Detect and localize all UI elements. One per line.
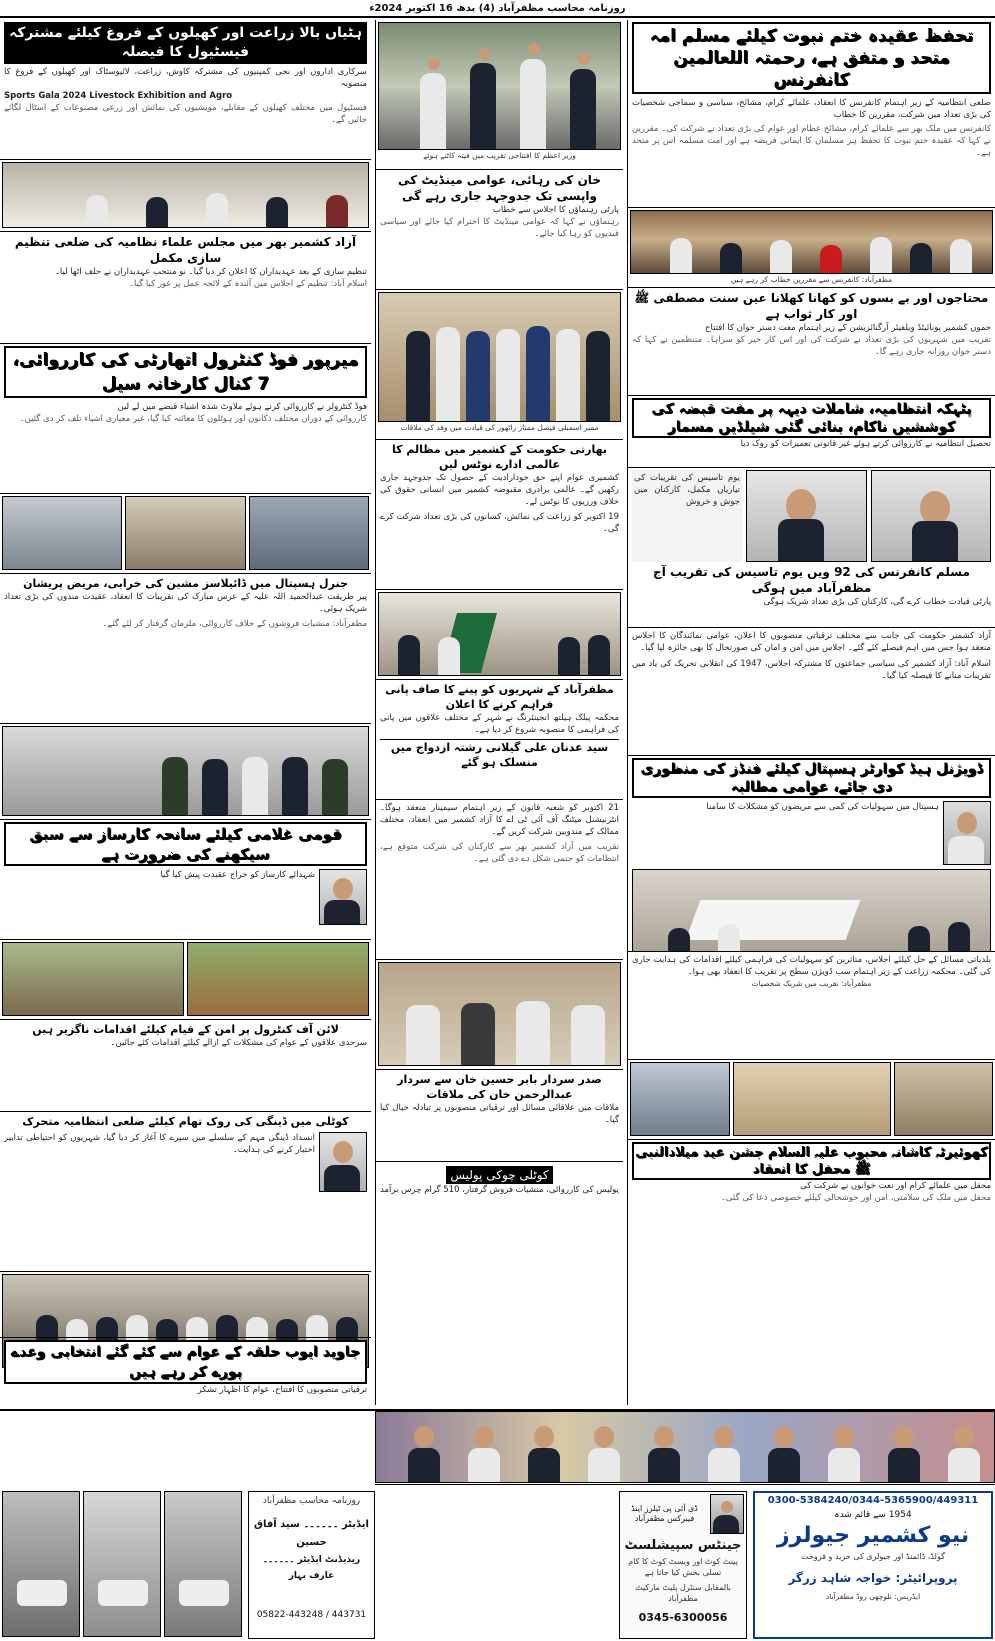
story-body: تحصیل انتظامیہ نے کارروائی کرتے ہوئے غیر قانونی تعمیرات کو روک دیا xyxy=(740,439,991,449)
story-javed-ayub xyxy=(0,1337,371,1409)
photo-arrest xyxy=(0,724,371,820)
portrait-photo xyxy=(319,1132,367,1192)
photo-meeting xyxy=(376,590,623,680)
editor-name: ایڈیٹر ۔۔۔۔۔۔ سید آفاق حسین xyxy=(254,1519,369,1548)
story-body: ہسپتال میں سہولیات کی کمی سے مریضوں کو مشکلات کا سامنا xyxy=(706,802,939,812)
photo-dua xyxy=(376,960,623,1070)
meeting-photo xyxy=(378,592,621,676)
headline: بھارتی حکومت کے کشمیر میں مظالم کا عالمی ادارے نوٹس لیں xyxy=(391,443,608,471)
story-ulema: آزاد کشمیر بھر میں مجلس علماء نظامیہ کی ضلعی تنظیم سازی مکمل تنظیم سازی کے بعد عہدیداران کا اعلان کر دیا گیا۔ نو منتخب عہدیداران نے حلف اٹھا لیا۔ اسلام آباد: تنظیم کے اجلاس میں آئندہ کے لائحہ عمل پر غور کیا گیا۔ xyxy=(0,232,371,344)
column-center xyxy=(375,20,623,1405)
resident-editor: ریذیڈنٹ ایڈیٹر ۔۔۔۔۔۔ عارف بہار xyxy=(262,1555,361,1581)
ad-tailors: ڈی آئی پی ٹیلرز اینڈ فیبرکس مظفرآباد جینٹس سپیشلسٹ پینٹ کوٹ اور ویسٹ کوٹ کا کام تسلی بخش کیا جاتا ہے بالمقابل سنٹرل پلیٹ مارکیٹ مظفرآباد 0345-6300056 xyxy=(619,1491,747,1639)
ribbon-cutting-photo xyxy=(378,22,621,150)
story-festival: ہٹیاں بالا زراعت اور کھیلوں کے فروغ کیلئے مشترکہ فیسٹیول کا فیصلہ سرکاری اداروں اور نجی کمپنیوں کی مشترکہ کاوش، زراعت، لائیوسٹاک اور کھیلوں کے فروغ کا منصوبہ Sports Gala 2024 Livestock Exhibition and Agro فیسٹیول میں مختلف کھیلوں کے مقابلے، مویشیوں کی نمائش اور زرعی مصنوعات کے اسٹال لگائے جائیں گے۔ xyxy=(0,20,371,160)
headline: صدر سردار بابر حسین خان سے سردار عبدالرحمن خان کی ملاقات xyxy=(397,1073,602,1101)
ad-title: جینٹس سپیشلسٹ xyxy=(624,1538,742,1553)
headline: محتاجوں اور بے بسوں کو کھانا کھلانا عین سنت مصطفی ﷺ اور کار ثواب ہے xyxy=(634,291,989,321)
photo-site xyxy=(0,940,371,1020)
headline: سید عدنان علی گیلانی رشتہ ازدواج میں منسلک ہو گئے xyxy=(380,739,619,770)
headline: ڈویژنل ہیڈ کوارٹر ہسپتال کیلئے فنڈز کی منظوری دی جائے، عوامی مطالبہ xyxy=(632,758,991,798)
photo-delegation xyxy=(376,290,623,440)
portrait-photo xyxy=(871,470,992,562)
story-milad: کھوئیرٹہ کاشانہ محبوب علیہ السلام جشن عید میلادالنبی ﷺ محفل کا انعقاد محفل میں علمائے کرام اور نعت خوانوں نے شرکت کی محفل میں ملک کی سلامتی، امن اور خوشحالی کیلئے خصوصی دعا کی گئی۔ xyxy=(628,1140,995,1258)
story-body: فوڈ کنٹرولر نے کارروائی کرتے ہوئے ملاوٹ شدہ اشیاء قبضے میں لے لیں xyxy=(117,402,367,412)
photo-caption: مظفرآباد: کانفرنس سے مقررین خطاب کر رہے ہیں xyxy=(730,275,893,284)
story-body: پارٹی قیادت خطاب کرے گی، کارکنان کی بڑی تعداد شریک ہوگی xyxy=(763,597,991,607)
story-misc-center: 21 اکتوبر کو شعبہ قانون کے زیر اہتمام سیمینار منعقد ہوگا۔ انٹرنیشنل میٹنگ آف آئی ٹی اے کا آزاد کشمیر میں انعقاد، مختلف ممالک کے مندوبین شرکت کریں گے۔ تقریب میں آزاد کشمیر بھر سے کارکنان کی شرکت متوقع ہے، انتظامات کو حتمی شکل دے دی گئی ہے۔ xyxy=(376,800,623,960)
arrest-photo xyxy=(2,726,369,816)
photo-inspection xyxy=(0,494,371,574)
headline: جاوید ایوب حلقہ کے عوام سے کئے گئے انتخابی وعدے پورے کر رہے ہیں xyxy=(4,1340,367,1384)
headline: مظفرآباد کے شہریوں کو پینے کا صاف پانی فراہم کرنے کا اعلان xyxy=(385,683,614,711)
headline: خان کی رہائی، عوامی مینڈیٹ کی واپسی تک جدوجہد جاری رہے گی xyxy=(398,173,601,203)
headline: لائن آف کنٹرول پر امن کے قیام کیلئے اقدامات ناگزیر ہیں xyxy=(32,1023,339,1036)
photo-caption: وزیر اعظم کا افتتاحی تقریب میں فیتہ کاٹتے ہوئے xyxy=(423,151,576,160)
story-khan-release: خان کی رہائی، عوامی مینڈیٹ کی واپسی تک جدوجہد جاری رہے گی پارٹی رہنماؤں کا اجلاس سے خطاب رہنماؤں نے کہا کہ عوامی مینڈیٹ کا احترام کیا جائے اور سیاسی قیدیوں کو رہا کیا جائے۔ xyxy=(376,170,623,290)
headline: میرپور فوڈ کنٹرول اتھارٹی کی کارروائی، 7 کنال کارخانہ سیل xyxy=(4,346,367,398)
delegation-photo xyxy=(378,292,621,422)
story-khatm-nabuwat: تحفظ عقیدہ ختم نبوت کیلئے مسلم امہ متحد و متفق ہے، رحمتہ اللعالمین کانفرنس ضلعی انتظامیہ کے زیر اہتمام کانفرنس کا انعقاد، علمائے کرام، مشائخ، سیاسی و سماجی شخصیات کی بڑی تعداد میں شرکت، مقررین کا خطاب کانفرنس میں ملک بھر سے علمائے کرام، مشائخ عظام اور عوام کی بڑی تعداد نے شرکت کی۔ مقررین نے کہا کہ عقیدہ ختم نبوت کا تحفظ ہر مسلمان کا ایمانی فریضہ ہے اور امت مسلمہ اس پر متحد ہے۔ xyxy=(628,20,995,208)
ad-phone: 0345-6300056 xyxy=(638,1611,728,1624)
photo-vehicles xyxy=(2,1491,242,1639)
masthead: روزنامہ محاسب مظفرآباد (4) بدھ 16 اکتوبر 2024ء xyxy=(0,0,995,18)
photo-ribbon-cutting xyxy=(376,20,623,170)
ad-owner: پروپرائیٹر: خواجہ شاہد زرگر xyxy=(788,1571,958,1585)
ad-established: 1954 سے قائم شدہ xyxy=(834,1510,912,1520)
photo-caption: مظفرآباد: تقریب میں شریک شخصیات xyxy=(751,979,872,988)
meeting-photo xyxy=(632,869,991,952)
headline: قومی غلامی کیلئے سانحہ کارساز سے سبق سیکھنے کی ضرورت ہے xyxy=(4,822,367,866)
story-body: جموں کشمیر یونائیٹڈ ویلفیئر آرگنائزیشن کے زیر اہتمام مفت دستر خوان کا افتتاح xyxy=(705,323,991,333)
editor-phone: 05822-443248 / 443731 xyxy=(256,1610,367,1620)
ad-jewellers: 0300-5384240/0344-5365900/449311 1954 سے قائم شدہ نیو کشمیر جیولرز گولڈ، ڈائمنڈ اور جیولری کی خرید و فروخت پروپرائیٹر: خواجہ شاہد زرگر ایڈریس: نلوچھی روڈ مظفرآباد xyxy=(753,1491,993,1639)
headline: تحفظ عقیدہ ختم نبوت کیلئے مسلم امہ متحد و متفق ہے، رحمتہ اللعالمین کانفرنس xyxy=(632,22,991,94)
story-body: ضلعی انتظامیہ کے زیر اہتمام کانفرنس کا انعقاد، علمائے کرام، مشائخ، سیاسی و سماجی شخصیات کی بڑی تعداد میں شرکت، مقررین کا خطاب xyxy=(632,98,991,120)
headline: جنرل ہسپتال میں ڈائیلاسز مشین کی خرابی، مریض پریشان xyxy=(23,577,348,590)
story-food-authority: میرپور فوڈ کنٹرول اتھارٹی کی کارروائی، 7 کنال کارخانہ سیل فوڈ کنٹرولر نے کارروائی کرتے ہوئے ملاوٹ شدہ اشیاء قبضے میں لے لیں کارروائی کے دوران مختلف دکانوں اور ہوٹلوں کا معائنہ کیا گیا، غیر معیاری اشیاء تلف کر دی گئیں۔ xyxy=(0,344,371,494)
story-hospital xyxy=(628,756,995,952)
story-muslim-conference: یوم تاسیس کی تقریبات کی تیاریاں مکمل، کارکنان میں جوش و خروش مسلم کانفرنس کی 92 ویں یوم تاسیس کی تقریب آج مظفرآباد میں ہوگی پارٹی قیادت خطاب کرے گی، کارکنان کی بڑی تعداد شریک ہوگی xyxy=(628,468,995,628)
story-body: ترقیاتی منصوبوں کا افتتاح، عوام کا اظہار تشکر xyxy=(197,1385,367,1395)
portrait-photo xyxy=(319,869,367,925)
story-police xyxy=(376,1162,623,1265)
editor-box: روزنامہ محاسب مظفرآباد ایڈیٹر ۔۔۔۔۔۔ سید آفاق حسین ریذیڈنٹ ایڈیٹر ۔۔۔۔۔۔ عارف بہار 05822-443248 / 443731 xyxy=(248,1491,375,1639)
bottom-band xyxy=(0,1409,995,1641)
story-loc: لائن آف کنٹرول پر امن کے قیام کیلئے اقدامات ناگزیر ہیں سرحدی علاقوں کے عوام کی مشکلات کے ازالے کیلئے اقدامات کئے جائیں۔ xyxy=(0,1020,371,1112)
conference-photo xyxy=(630,210,993,274)
story-india: بھارتی حکومت کے کشمیر میں مظالم کا عالمی ادارے نوٹس لیں کشمیری عوام اپنے حق خودارادیت کے حصول تک جدوجہد جاری رکھیں گے۔ عالمی برادری مقبوضہ کشمیر میں انسانی حقوق کی خلاف ورزیوں کا نوٹس لے۔ 19 اکتوبر کو زراعت کی نمائش، کسانوں کی بڑی تعداد شرکت کرے گی۔ xyxy=(376,440,623,590)
portrait-photo xyxy=(746,470,867,562)
story-dengue: کوٹلی میں ڈینگی کی روک تھام کیلئے ضلعی انتظامیہ متحرک انسداد ڈینگی مہم کے سلسلے میں سپرے کا آغاز کر دیا گیا، شہریوں کو احتیاطی تدابیر اختیار کرنے کی ہدایت۔ xyxy=(0,1112,371,1272)
dua-photo xyxy=(378,962,621,1066)
headline: پٹہکہ انتظامیہ، شاملات دیہہ پر مفت قبضہ کی کوششیں ناکام، بنائی گئی شیلڈیں مسمار xyxy=(632,398,991,438)
story-dastarkhwan: محتاجوں اور بے بسوں کو کھانا کھلانا عین سنت مصطفی ﷺ اور کار ثواب ہے جموں کشمیر یونائیٹڈ ویلفیئر آرگنائزیشن کے زیر اہتمام مفت دستر خوان کا افتتاح تقریب میں شہریوں کی بڑی تعداد نے شرکت کی اور اس کار خیر کو سراہا۔ منتظمین نے کہا کہ دستر خوان روزانہ جاری رہے گا۔ xyxy=(628,288,995,396)
meeting-photo xyxy=(2,162,369,228)
story-plots: بلدیاتی مسائل کے حل کیلئے اجلاس، متاثرین کو سہولیات کی فراہمی کیلئے اقدامات کی ہدایت جاری کی گئی۔ محکمہ زراعت کے زیر اہتمام سب ڈویژن سطح پر تقریب کا انعقاد بھی ہوا۔ مظفرآباد: تقریب میں شریک شخصیات xyxy=(628,952,995,1060)
story-body: Sports Gala 2024 Livestock Exhibition and Agro xyxy=(4,91,233,101)
photo-conference xyxy=(628,208,995,288)
story-misc: آزاد کشمیر حکومت کی جانب سے مختلف ترقیاتی منصوبوں کا اعلان، عوامی نمائندگان کا اجلاس منعقد ہوا جس میں اہم فیصلے کئے گئے۔ اجلاس میں امن و امان کی صورتحال کا بھی جائزہ لیا گیا۔ اسلام آباد: آزاد کشمیر کی سیاسی جماعتوں کا مشترکہ اجلاس، 1947 کی انقلابی تحریک کی یاد میں تقریبات منانے کا فیصلہ کیا گیا۔ xyxy=(628,628,995,756)
story-body: پارٹی رہنماؤں کا اجلاس سے خطاب xyxy=(492,205,619,215)
milad-photo xyxy=(375,1411,995,1483)
ad-title: نیو کشمیر جیولرز xyxy=(776,1523,970,1548)
headline: کوٹلی میں ڈینگی کی روک تھام کیلئے ضلعی انتظامیہ متحرک xyxy=(22,1115,349,1128)
photo-strip xyxy=(628,1060,995,1140)
ad-subtitle: ڈی آئی پی ٹیلرز اینڈ فیبرکس مظفرآباد xyxy=(631,1504,698,1523)
story-hospital-left: جنرل ہسپتال میں ڈائیلاسز مشین کی خرابی، مریض پریشان پیر طریقت عبدالحمید اللہ علیہ کے عرس مبارک کی تقریبات کا انعقاد، عقیدت مندوں کی بڑی تعداد شریک ہوئی۔ مظفرآباد: منشیات فروشوں کے خلاف کارروائی، ملزمان گرفتار کر لئے گئے۔ xyxy=(0,574,371,724)
photo-milad-strip xyxy=(375,1411,995,1485)
headline: مسلم کانفرنس کی 92 ویں یوم تاسیس کی تقریب آج مظفرآباد میں ہوگی xyxy=(653,565,970,595)
police-label: کوٹلی چوکی پولیس xyxy=(446,1166,552,1184)
photo-caption: ممبر اسمبلی فیصل ممتاز راٹھور کی قیادت میں وفد کی ملاقات xyxy=(400,423,599,432)
story-body: پولیس کی کارروائی، منشیات فروش گرفتار، 510 گرام چرس برآمد xyxy=(380,1185,619,1195)
story-water: مظفرآباد کے شہریوں کو پینے کا صاف پانی فراہم کرنے کا اعلان محکمہ پبلک ہیلتھ انجینئرنگ نے شہر کے مختلف علاقوں میں پانی کی فراہمی کا منصوبہ شروع کر دیا ہے۔ سید عدنان علی گیلانی رشتہ ازدواج میں منسلک ہو گئے xyxy=(376,680,623,800)
story-shamlat xyxy=(628,396,995,468)
photo-festival-meeting xyxy=(0,160,371,232)
story-karsaz xyxy=(0,820,371,940)
headline: ہٹیاں بالا زراعت اور کھیلوں کے فروغ کیلئے مشترکہ فیسٹیول کا فیصلہ xyxy=(4,22,367,64)
ad-phone: 0300-5384240/0344-5365900/449311 xyxy=(767,1495,979,1506)
story-body: شہدائے کارساز کو خراج عقیدت پیش کیا گیا xyxy=(160,870,315,880)
story-body: محفل میں علمائے کرام اور نعت خوانوں نے شرکت کی xyxy=(800,1181,991,1191)
headline: کھوئیرٹہ کاشانہ محبوب علیہ السلام جشن عید میلادالنبی ﷺ محفل کا انعقاد xyxy=(632,1142,991,1180)
column-left xyxy=(0,20,371,1405)
portrait-photo xyxy=(943,801,991,865)
column-right xyxy=(627,20,995,1405)
story-meeting-center: صدر سردار بابر حسین خان سے سردار عبدالرحمن خان کی ملاقات ملاقات میں علاقائی مسائل اور ترقیاتی منصوبوں پر تبادلہ خیال کیا گیا۔ xyxy=(376,1070,623,1162)
headline: آزاد کشمیر بھر میں مجلس علماء نظامیہ کی ضلعی تنظیم سازی مکمل xyxy=(14,235,357,265)
